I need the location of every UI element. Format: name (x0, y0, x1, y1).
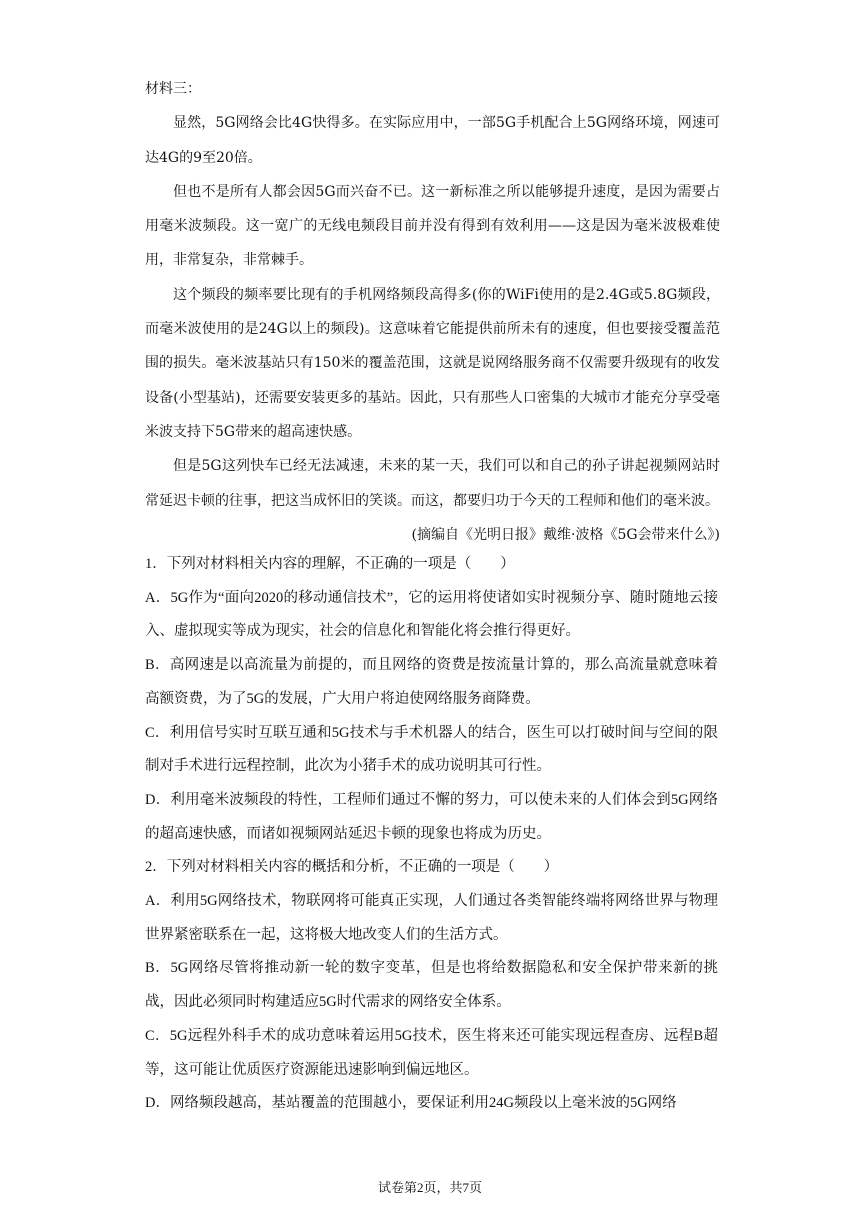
option-c: C．5G远程外科手术的成功意味着运用5G技术，医生将来还可能实现远程查房、远程B超等，这可能让优质医疗资源能迅速影响到偏远地区。 (145, 1027, 718, 1078)
reading-material (145, 72, 720, 552)
option-a: A．利用5G网络技术，物联网将可能真正实现，人们通过各类智能终端将网络世界与物理世界紧密联系在一起，这将极大地改变人们的生活方式。 (145, 893, 718, 943)
material-paragraph: 但也不是所有人都会因5G而兴奋不已。这一新标准之所以能够提升速度，是因为需要占用毫米波频段。这一宽广的无线电频段目前并没有得到有效利用——这是因为毫米波极难使用，非常复杂，非常棘手。 (145, 183, 720, 269)
material-paragraph: 这个频段的频率要比现有的手机网络频段高得多(你的WiFi使用的是2.4G或5.8G频段，而毫米波使用的是24G以上的频段)。这意味着它能提供前所未有的速度，但也要接受覆盖范围的损失。毫米波基站只有150米的覆盖范围，这就是说网络服务商不仅需要升级现有的收发设备(小型基站)，还需要安装更多的基站。因此，只有那些人口密集的大城市才能充分享受毫米波支持下5G带来的超高速快感。 (145, 286, 720, 440)
option-a: A．5G作为“面向2020的移动通信技术”，它的运用将使诸如实时视频分享、随时随地云接入、虚拟现实等成为现实，社会的信息化和智能化将会推行得更好。 (145, 589, 718, 640)
option-d: D．利用毫米波频段的特性，工程师们通过不懈的努力，可以使未来的人们体会到5G网络的超高速快感，而诸如视频网站延迟卡顿的现象也将成为历史。 (145, 791, 718, 842)
question-2 (145, 851, 718, 1121)
option-d: D．网络频段越高，基站覆盖的范围越小，要保证利用24G频段以上毫米波的5G网络 (145, 1095, 677, 1112)
material-heading: 材料三： (145, 81, 201, 97)
material-source: (摘编自《光明日报》戴维·波格《5G会带来什么》) (411, 526, 720, 543)
question-1 (145, 548, 718, 851)
material-paragraph: 显然，5G网络会比4G快得多。在实际应用中，一部5G手机配合上5G网络环境，网速可达4G的9至20倍。 (145, 115, 720, 166)
question-stem: 2．下列对材料相关内容的概括和分析，不正确的一项是（ ） (145, 859, 559, 876)
option-c: C．利用信号实时互联互通和5G技术与手术机器人的结合，医生可以打破时间与空间的限制对手术进行远程控制，此次为小猪手术的成功说明其可行性。 (145, 724, 718, 775)
question-stem: 1．下列对材料相关内容的理解，不正确的一项是（ ） (145, 556, 515, 572)
option-b: B．高网速是以高流量为前提的，而且网络的资费是按流量计算的，那么高流量就意味着高额资费，为了5G的发展，广大用户将迫使网络服务商降费。 (145, 657, 718, 707)
page-footer: 试卷第2页，共7页 (377, 1180, 482, 1195)
material-paragraph: 但是5G这列快车已经无法减速，未来的某一天，我们可以和自己的孙子讲起视频网站时常延迟卡顿的往事，把这当成怀旧的笑谈。而这，都要归功于今天的工程师和他们的毫米波。 (145, 458, 720, 509)
question-list (145, 548, 718, 1121)
option-b: B．5G网络尽管将推动新一轮的数字变革，但是也将给数据隐私和安全保护带来新的挑战，因此必须同时构建适应5G时代需求的网络安全体系。 (145, 960, 718, 1011)
